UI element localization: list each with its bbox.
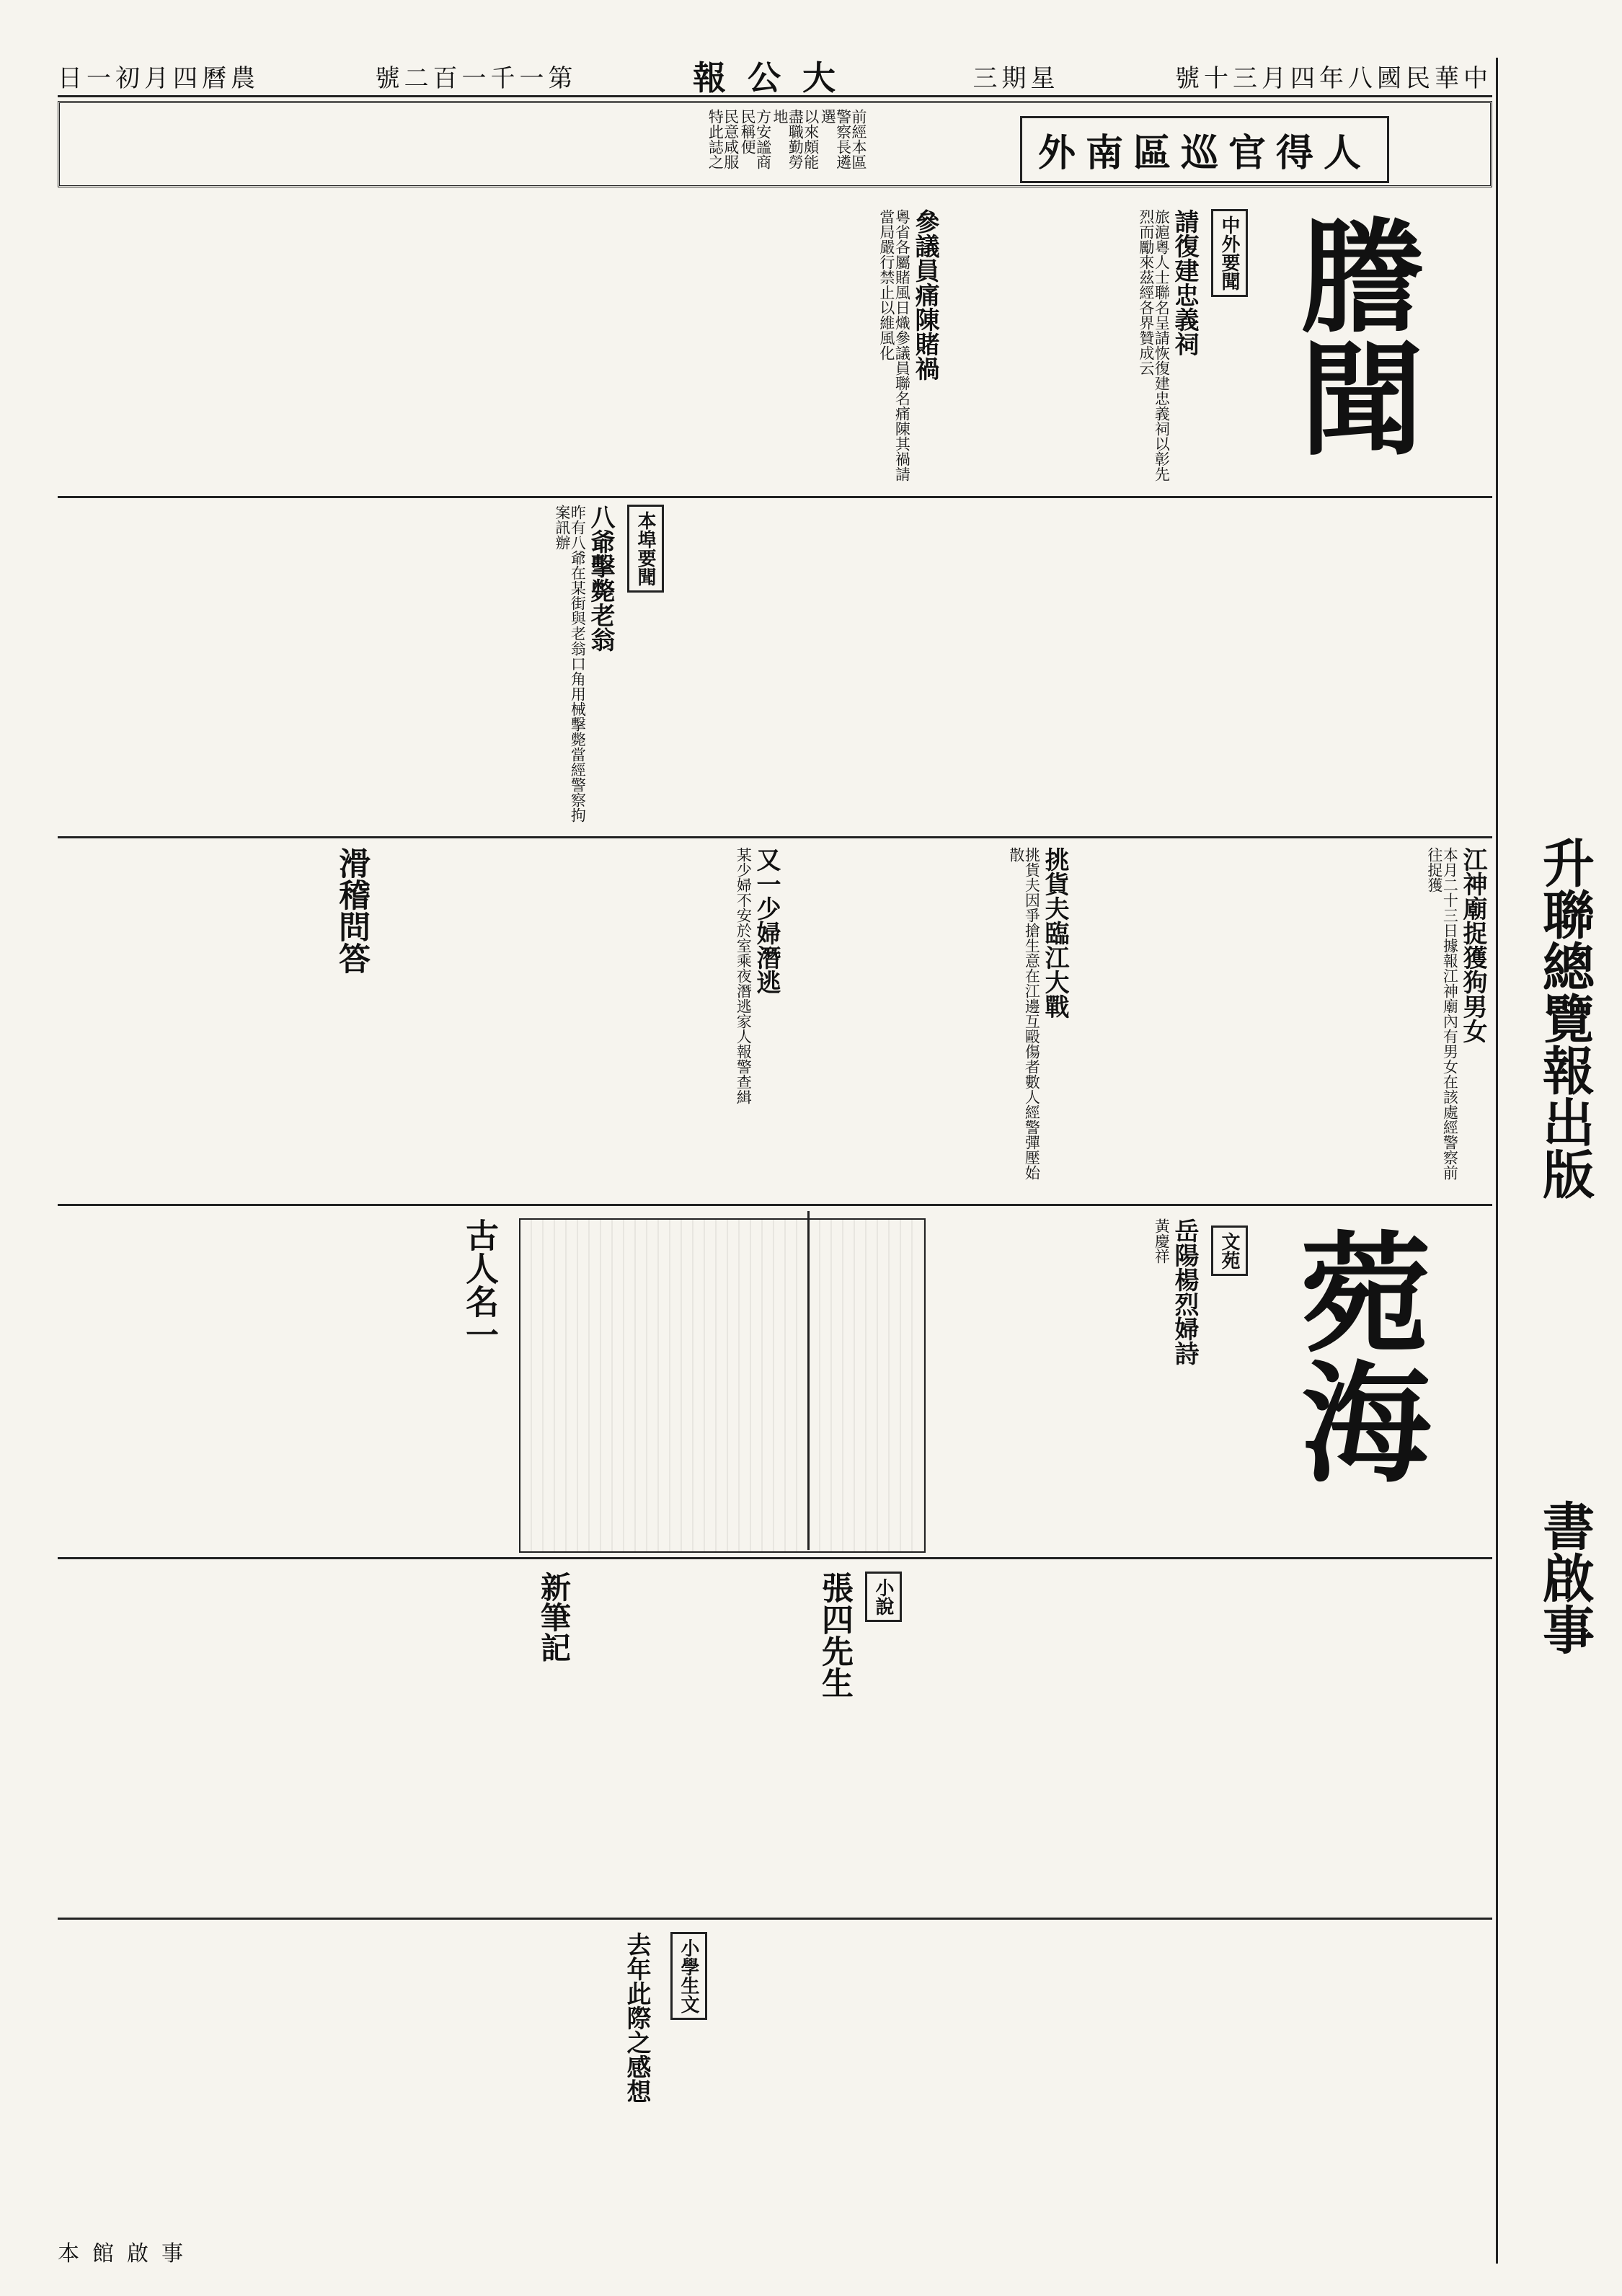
article — [404, 209, 937, 490]
section-divider — [58, 1204, 1492, 1206]
notice-line: 前經本區警察長遴選 — [819, 109, 867, 169]
article-body: 挑貨夫因爭搶生意在江邊互毆傷者數人經警彈壓始散 — [1007, 847, 1041, 1180]
article — [1081, 847, 1485, 1193]
essay-headline: 古人名一 — [461, 1218, 500, 1351]
essay-headline: 新筆記 — [536, 1572, 572, 1662]
illustration-gate — [519, 1218, 926, 1553]
footer: 本館啟事 — [58, 2241, 196, 2266]
article-headline: 請復建忠義祠 — [1170, 209, 1199, 356]
section-label-wenyuan: 文苑 — [1211, 1225, 1248, 1276]
article — [404, 505, 613, 829]
masthead — [58, 56, 1492, 97]
big-title-yuanhai: 菀海 — [1280, 1225, 1432, 1485]
essay — [65, 1218, 500, 1550]
essay — [65, 847, 368, 1193]
section-label-zhongwai: 中外要聞 — [1211, 209, 1248, 297]
notice-box — [58, 101, 1492, 187]
section-divider — [58, 1557, 1492, 1559]
section-label-xiaoxue: 小學生文 — [670, 1932, 707, 2020]
article-headline: 參議員痛陳賭禍 — [910, 209, 939, 381]
article-body: 本月二十三日據報江神廟內有男女在該處經警察前往捉獲 — [1425, 847, 1459, 1180]
advertisement-column — [1496, 58, 1613, 2264]
article-headline: 挑貨夫臨江大戰 — [1040, 847, 1069, 1019]
section-divider — [58, 496, 1492, 498]
notice-title: 外南區巡官得人 — [1020, 116, 1389, 183]
notice-body — [73, 109, 866, 184]
article-body: 旅滬粵人士聯名呈請恢復建忠義祠以彰先烈而勵來茲經各界贊成云 — [1137, 209, 1171, 482]
masthead-issue: 三期星 — [972, 63, 1060, 93]
ad-headline: 升聯總覽報出版 — [1534, 836, 1595, 1200]
section-divider — [58, 836, 1492, 838]
article-headline: 八爺擊斃老翁 — [586, 505, 615, 652]
notice-line: 方安謐商民稱便 — [739, 109, 772, 169]
article — [793, 847, 1067, 1193]
section-label-xiaoshuo: 小說 — [865, 1572, 902, 1622]
section-divider — [58, 1918, 1492, 1920]
issue-number: 號二百一千一第 — [375, 63, 577, 93]
novel — [591, 1572, 851, 1903]
poem-block — [937, 1218, 1197, 1550]
essay-headline: 滑稽問答 — [333, 847, 370, 974]
poem-author: 黃慶祥 — [1153, 1218, 1171, 1264]
article-headline: 又一少婦潛逃 — [752, 847, 781, 994]
masthead-date: 號十三月四年八國民華中 — [1175, 63, 1492, 93]
lunar-date: 日一初月四曆農 — [58, 63, 260, 93]
article — [959, 209, 1197, 490]
article-body: 某少婦不安於室乘夜潛逃家人報警查緝 — [735, 847, 753, 1104]
article-body: 粵省各屬賭風日熾參議員聯名痛陳其禍請當局嚴行禁止以維風化 — [877, 209, 911, 482]
student-essay-title: 去年此際之感想 — [622, 1932, 651, 2104]
student-essay — [404, 1932, 649, 2249]
poem-title: 岳陽楊烈婦詩 — [1170, 1218, 1199, 1365]
article-headline: 江神廟捉獲狗男女 — [1458, 847, 1487, 1043]
big-title-tengwen: 謄聞 — [1280, 213, 1424, 458]
notice-line: 民意咸服特此誌之 — [706, 109, 740, 169]
article — [404, 847, 779, 1193]
essay — [65, 1572, 570, 1903]
paper-name: 報公大 — [693, 58, 857, 97]
section-label-benbu: 本埠要聞 — [627, 505, 664, 593]
novel-title: 張四先生 — [816, 1572, 853, 1698]
notice-line: 以來頗能盡職勤勞地 — [771, 109, 820, 169]
ad-headline: 書啟事 — [1534, 1499, 1595, 1655]
article-body: 昨有八爺在某街與老翁口角用械擊斃當經警察拘案訊辦 — [553, 505, 587, 823]
